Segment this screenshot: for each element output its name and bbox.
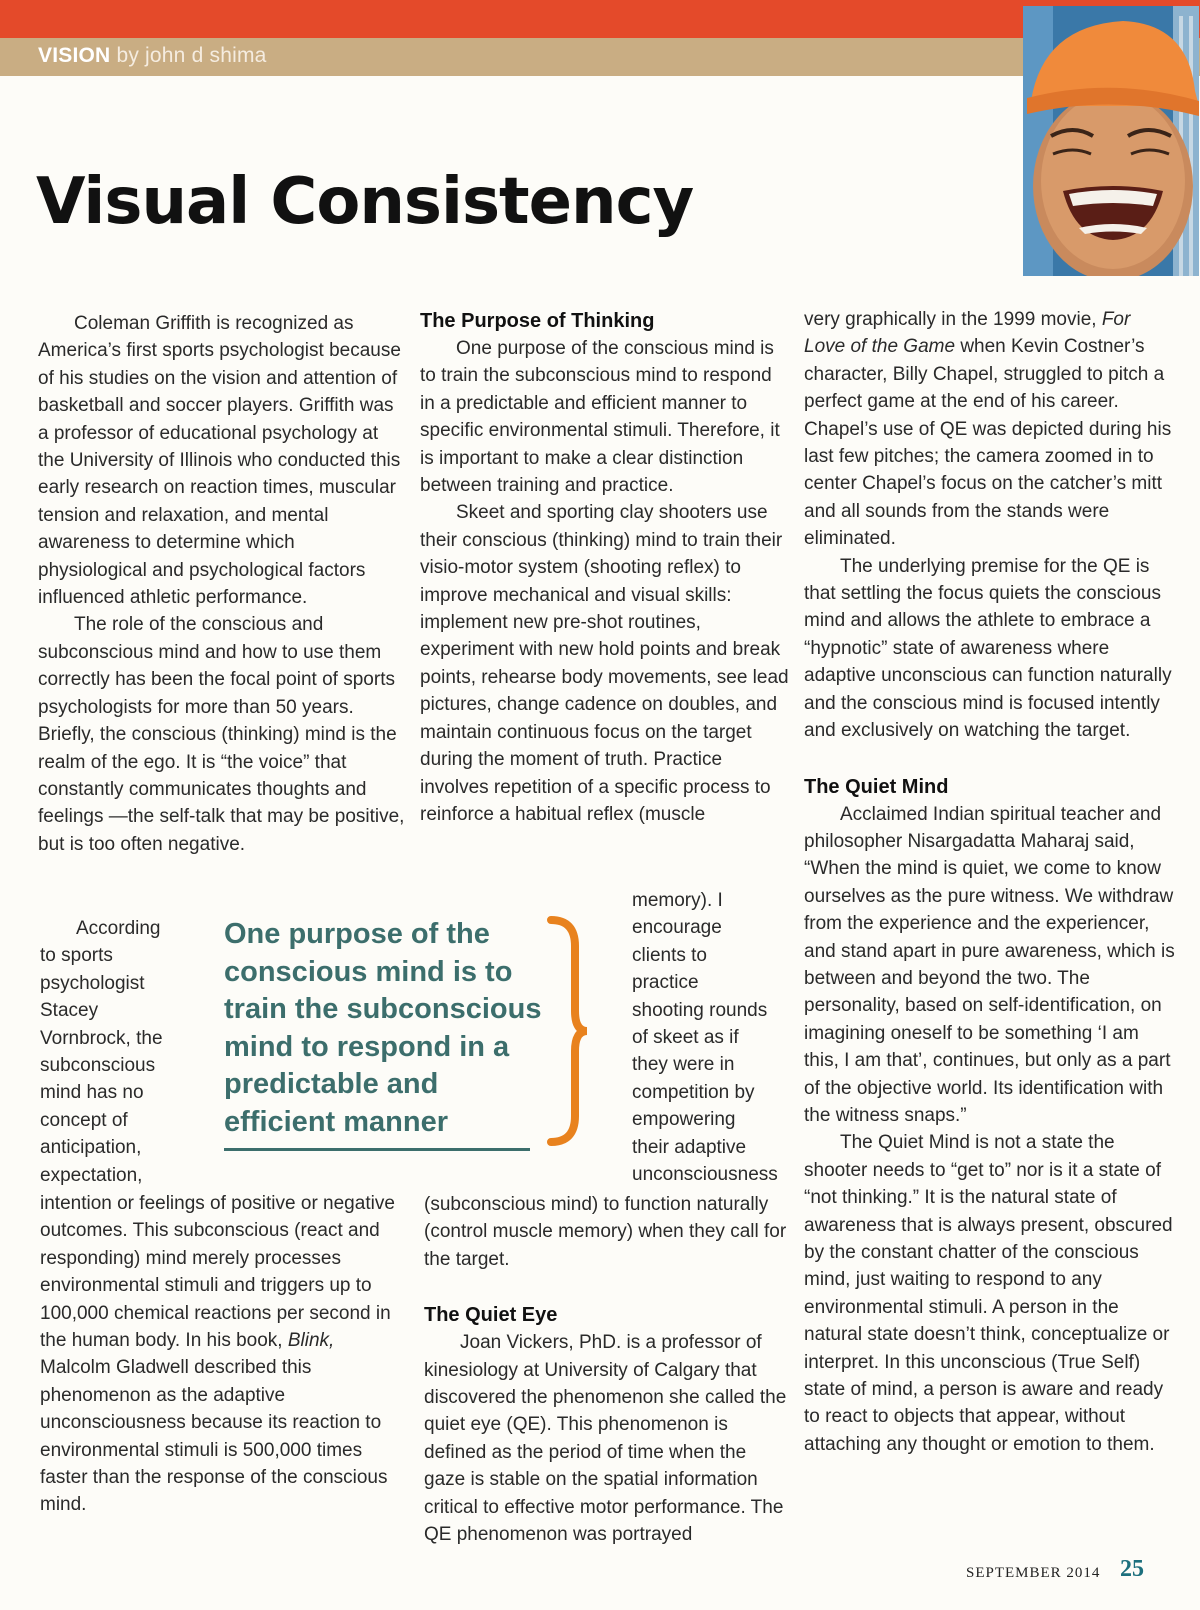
pull-quote-brace <box>545 916 591 1146</box>
text-run: intention or feelings of positive or negative outcomes. This subconscious (react and responding) mind merely processes environmental stimuli and triggers up to 100,000 chemical reactions per second in the human body. In his book, <box>40 1193 395 1352</box>
wrap-line: subconscious <box>40 1055 156 1077</box>
wrap-line: of skeet as if <box>632 1027 739 1049</box>
col2-paragraph-2: Skeet and sporting clay shooters use their conscious (thinking) mind to train their visio-motor system (shooting reflex) to improve mechanical and visual skills: implement new pre-shot routines, experiment with new hold points and break points, rehearse body movements, see lead pictures, change cadence on doubles, and maintain continuous focus on the target during the moment of truth. Practice involves repetition of a specific process to reinforce a habitual reflex (muscle <box>420 502 789 825</box>
col2-wrapped-lines <box>632 887 790 1188</box>
wrap-line: concept of <box>40 1109 128 1131</box>
col1-paragraph-1: Coleman Griffith is recognized as America’s first sports psychologist because of his studies on the vision and attention of basketball and soccer players. Griffith was a professor of educational psychology at the University of Illinois who conducted this early research on reaction times, muscular tension and relaxation, and mental awareness to determine which physiological and psychological factors influenced athletic performance. <box>38 313 401 609</box>
col2-continuation <box>424 1191 790 1548</box>
wrap-line: practice <box>632 972 699 994</box>
col2-paragraph-1: One purpose of the conscious mind is to train the subconscious mind to respond in a predictable and efficient manner to specific environmental stimuli. Therefore, it is important to make a clear distinction between training and practice. <box>420 338 780 497</box>
page-number: 25 <box>1120 1556 1144 1582</box>
wrap-line: Stacey <box>40 1000 99 1022</box>
col3-paragraph-1 <box>804 306 1176 553</box>
pull-quote-rule <box>224 1148 530 1151</box>
column-1 <box>38 310 406 858</box>
section-kicker <box>38 44 267 68</box>
header-red-bar <box>0 0 1200 38</box>
wrap-line: expectation, <box>40 1164 143 1186</box>
text-run: when Kevin Costner’s character, Billy Chapel, struggled to pitch a perfect game at the end of his career. Chapel’s use of QE was depicted during his last few pitches; the camera zoomed in to center Chapel’s focus on the catcher’s mitt and all sounds from the stands were eliminated. <box>804 336 1172 550</box>
issue-date: SEPTEMBER 2014 <box>966 1565 1101 1581</box>
book-title: Blink, <box>287 1330 335 1352</box>
col3-paragraph-4: The Quiet Mind is not a state the shooter needs to “get to” nor is it a state of “not thinking.” It is the natural state of awareness that is always present, obscured by the constant chatter of the conscious mind, just waiting to respond to any environmental stimuli. A person in the natural state doesn’t think, conceptualize or interpret. In this unconscious (True Self) state of mind, a person is aware and ready to react to objects that appear, without attaching any thought or emotion to them. <box>804 1132 1173 1455</box>
wrap-line: psychologist <box>40 972 145 994</box>
text-run: Malcolm Gladwell described this phenomenon as the adaptive unconsciousness because its reaction to environmental stimuli is 500,000 times faster than the response of the conscious mind. <box>40 1357 388 1516</box>
wrap-line: unconsciousness <box>632 1164 778 1186</box>
wrap-line: Vornbrock, the <box>40 1027 163 1049</box>
wrap-line: clients to <box>632 944 707 966</box>
wrap-line: they were in <box>632 1054 735 1076</box>
wrap-line: memory). I <box>632 890 723 911</box>
wrap-line: empowering <box>632 1109 736 1131</box>
pull-quote: One purpose of the conscious mind is to train the subconscious mind to respond in a predictable and efficient manner <box>224 918 542 1138</box>
wrap-line: their adaptive <box>632 1136 747 1158</box>
heading-quiet-eye: The Quiet Eye <box>424 1304 558 1327</box>
section-label: VISION <box>38 44 111 67</box>
col2-paragraph-2-cont: (subconscious mind) to function naturally (control muscle memory) when they call for the target. <box>424 1194 787 1270</box>
col1-paragraph-2: The role of the conscious and subconscious mind and how to use them correctly has been the focal point of sports psychologists for more than 50 years. Briefly, the conscious (thinking) mind is the realm of the ego. It is “the voice” that constantly communicates thoughts and feelings —the self-talk that may be positive, but is too often negative. <box>38 614 405 855</box>
wrap-line: encourage <box>632 917 722 939</box>
author-photo <box>1023 6 1199 276</box>
column-2 <box>420 307 790 828</box>
wrap-line: According <box>76 918 161 939</box>
col1-paragraph-3-cont <box>40 1190 406 1519</box>
wrap-line: competition by <box>632 1081 755 1103</box>
byline: by john d shima <box>116 44 267 67</box>
wrap-line: to sports <box>40 945 113 967</box>
col1-continuation <box>40 1190 406 1519</box>
heading-purpose-of-thinking: The Purpose of Thinking <box>420 310 655 332</box>
movie-title: For Love of the Game <box>804 309 1131 358</box>
wrap-line: shooting rounds <box>632 999 768 1021</box>
col1-wrapped-lines <box>40 915 210 1189</box>
text-run: very graphically in the 1999 movie, <box>804 309 1102 330</box>
col3-paragraph-2: The underlying premise for the QE is that settling the focus quiets the conscious mind and allows the athlete to embrace a “hypnotic” state of awareness where adaptive unconscious can function naturally and the conscious mind is focused intently and exclusively on watching the target. <box>804 555 1172 742</box>
wrap-line: anticipation, <box>40 1137 142 1159</box>
column-3 <box>804 306 1176 1458</box>
article-title: Visual Consistency <box>36 165 694 239</box>
col2-paragraph-3: Joan Vickers, PhD. is a professor of kinesiology at University of Calgary that discovered the phenomenon she called the quiet eye (QE). This phenomenon is defined as the period of time when the gaze is stable on the spatial information critical to effective motor performance. The QE phenomenon was portrayed <box>424 1332 787 1546</box>
col3-paragraph-3: Acclaimed Indian spiritual teacher and philosopher Nisargadatta Maharaj said, “When the mind is quiet, we come to know ourselves as the pure witness. We withdraw from the experience and the experiencer, and stand apart in pure awareness, which is between and beyond the two. The personality, based on self-identification, on imagining oneself to be something ‘I am this, I am that’, continues, but only as a part of the objective world. Its identification with the witness snaps.” <box>804 803 1175 1126</box>
wrap-line: mind has no <box>40 1082 144 1104</box>
heading-quiet-mind: The Quiet Mind <box>804 775 949 798</box>
